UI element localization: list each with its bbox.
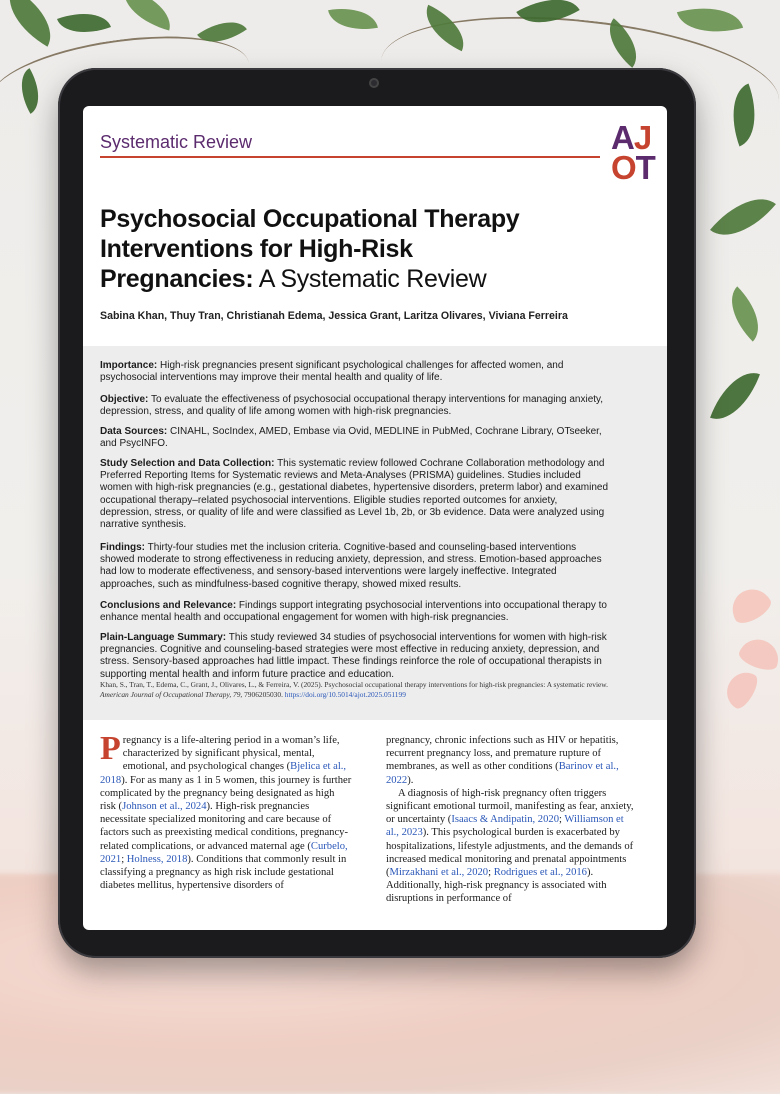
title-line: Pregnancies:: [100, 265, 254, 293]
leaf: [328, 2, 378, 36]
body-text: ). This psychological burden is exacerbated by hospitalizations, lifestyle adjustments, and the demands of increased medical monitoring and prenatal appointments (: [386, 827, 634, 879]
abstract-box: [83, 346, 667, 720]
citation-link[interactable]: Holness, 2018: [126, 853, 188, 865]
body-paragraph: [386, 787, 638, 906]
body-text: ). Conditions that commonly result in classifying a pregnancy as high risk include gestational diabetes mellitus, hypertensive disorders of: [100, 853, 347, 892]
body-column-right: [386, 734, 638, 906]
abstract-study-selection: [100, 458, 610, 531]
logo-letter: A: [611, 119, 634, 156]
body-text: pregnancy, chronic infections such as HIV or hepatitis, recurrent pregnancy loss, and premature rupture of membranes, as well as other conditions (: [386, 735, 619, 773]
abstract-label: Importance:: [100, 360, 158, 371]
article-type-label: Systematic Review: [100, 132, 253, 152]
title-line: Interventions for High-Risk: [100, 235, 413, 263]
body-paragraph: [100, 730, 352, 892]
citation-text: Khan, S., Tran, T., Edema, C., Grant, J., Olivares, L., & Ferreira, V. (2025). Psychosocial occupational therapy interventions for high-risk pregnancies: A systematic review.: [100, 680, 608, 689]
body-text: ;: [121, 853, 127, 865]
citation: [100, 680, 620, 700]
leaf: [0, 0, 64, 47]
abstract-label: Study Selection and Data Collection:: [100, 458, 275, 469]
citation-link[interactable]: Isaacs & Andipatin, 2020: [451, 814, 559, 826]
citation-link[interactable]: Johnson et al., 2024: [122, 801, 207, 813]
leaf: [710, 182, 776, 251]
drop-cap: P: [100, 730, 121, 767]
body-text: ;: [559, 814, 565, 826]
body-text: ). High-risk pregnancies necessitate specialized monitoring and care because of factors such as preexisting medical conditions, pregnancy-related complications, or advanced maternal age (: [100, 801, 348, 852]
citation-link[interactable]: Barinov et al., 2022: [386, 761, 619, 786]
header-divider: [100, 156, 600, 158]
body-text: ).: [407, 774, 414, 786]
article-title: [100, 204, 645, 294]
logo-letter: T: [635, 149, 655, 186]
body-paragraph: [386, 734, 638, 787]
leaf: [117, 0, 177, 30]
body-column-left: [100, 730, 352, 892]
leaf: [710, 363, 760, 428]
abstract-text: Findings support integrating psychosocial interventions into occupational therapy to enhance mental health and occupational engagement for women with high-risk pregnancies.: [100, 600, 607, 624]
body-text: ;: [488, 867, 494, 879]
abstract-text: This systematic review followed Cochrane Collaboration methodology and Preferred Reporting Items for Systematic reviews and Meta-Analyses (PRISMA) guidelines. Studies included women with high-risk pregnancies (e.g., gestational diabetes, hypertensive disorders, preterm labor) and examined occupational therapy–related psychosocial interventions. Eligible studies reported outcomes for anxiety, depression, stress, or quality of life and were classified as Level 1b, 2b, or 3b evidence. Data were analyzed using narrative synthesis.: [100, 458, 609, 531]
abstract-label: Data Sources:: [100, 426, 168, 437]
citation-link[interactable]: Rodrigues et al., 2016: [493, 867, 587, 879]
citation-link[interactable]: Curbelo, 2021: [100, 840, 348, 865]
author-list: Sabina Khan, Thuy Tran, Christianah Edema, Jessica Grant, Laritza Olivares, Viviana Ferreira: [100, 310, 568, 322]
body-text: A diagnosis of high-risk pregnancy often triggers significant emotional turmoil, manifesting as fear, anxiety, or uncertainty (: [386, 787, 634, 826]
citation-link[interactable]: Bjelica et al., 2018: [100, 761, 347, 786]
abstract-text: CINAHL, SocIndex, AMED, Embase via Ovid, MEDLINE in PubMed, Cochrane Library, OTseeker, and PsycINFO.: [100, 426, 602, 450]
leaf: [677, 0, 743, 43]
title-line: Psychosocial Occupational Therapy: [100, 205, 520, 233]
camera-icon: [369, 78, 379, 88]
abstract-conclusions: [100, 600, 610, 624]
body-text: ). For as many as 1 in 5 women, this journey is further complicated by the pregnancy being designated as high risk (: [100, 774, 352, 813]
tablet-device: [58, 68, 696, 958]
abstract-findings: [100, 542, 610, 591]
citation-link[interactable]: Williamson et al., 2023: [386, 814, 624, 839]
logo-letter: J: [633, 119, 652, 156]
abstract-label: Plain-Language Summary:: [100, 632, 227, 643]
abstract-objective: [100, 394, 610, 418]
abstract-data-sources: [100, 426, 610, 450]
flower-petal: [720, 666, 762, 712]
citation-link[interactable]: Mirzakhani et al., 2020: [389, 867, 489, 879]
doi-link[interactable]: https://doi.org/10.5014/ajot.2025.051199: [284, 690, 406, 699]
leaf: [57, 3, 111, 44]
abstract-text: To evaluate the effectiveness of psychosocial occupational therapy interventions for managing anxiety, depression, stress, and quality of life among women with high-risk pregnancies.: [100, 394, 604, 418]
abstract-label: Objective:: [100, 394, 149, 405]
citation-pages: 7906205030.: [242, 690, 285, 699]
article-page[interactable]: [83, 106, 667, 930]
title-subtitle: A Systematic Review: [253, 265, 487, 293]
ajot-logo: [611, 119, 659, 186]
abstract-text: High-risk pregnancies present significant psychological challenges for affected women, and psychosocial interventions may improve their mental health and quality of life.: [100, 360, 564, 384]
body-text: ). Additionally, high-risk pregnancy is associated with disruptions in performance of: [386, 867, 607, 905]
abstract-text: This study reviewed 34 studies of psychosocial interventions for women with high-risk pregnancies. Cognitive and counseling-based strategies were most effective in reducing anxiety, depression, and stress. Sensory-based approaches had little impact. These findings reinforce the role of occupational therapists in supporting mental health and inform future practice and education.: [100, 632, 607, 680]
body-text: regnancy is a life-altering period in a woman’s life, characterized by significant physical, mental, emotional, and psychological changes (: [122, 735, 340, 773]
abstract-label: Findings:: [100, 542, 145, 553]
abstract-plain-language: [100, 632, 610, 681]
leaf: [717, 286, 772, 341]
citation-journal: American Journal of Occupational Therapy, 79,: [100, 690, 243, 699]
logo-letter: O: [611, 149, 636, 186]
abstract-label: Conclusions and Relevance:: [100, 600, 237, 611]
abstract-importance: [100, 360, 610, 384]
flower-petal: [736, 634, 780, 674]
flower-petal: [725, 582, 775, 628]
abstract-text: Thirty-four studies met the inclusion criteria. Cognitive-based and counseling-based interventions showed moderate to strong effectiveness in reducing anxiety, depression, and stress. Emotion-based approaches had low to moderate effectiveness, and sensory-based interventions were largely ineffective. Integrated approaches, such as mindfulness-based cognitive therapy, showed mixed results.: [100, 542, 602, 590]
